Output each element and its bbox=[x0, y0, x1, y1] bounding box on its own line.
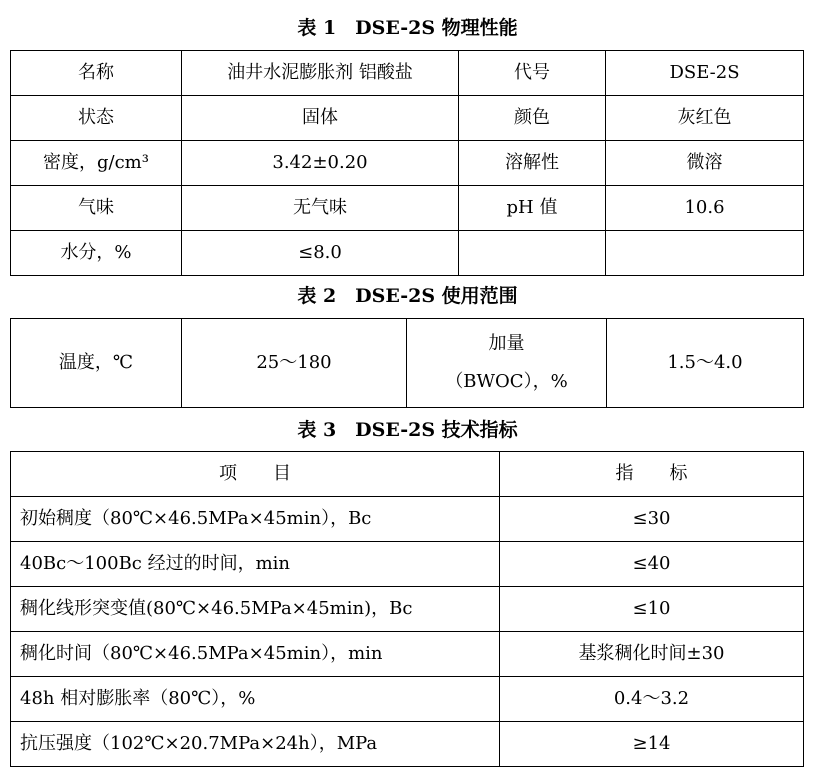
cell: 10.6 bbox=[606, 186, 804, 231]
dosage-unit: （BWOC），% bbox=[445, 371, 568, 392]
table-row bbox=[11, 497, 804, 542]
cell: 稠化线形突变值(80℃×46.5MPa×45min)，Bc bbox=[11, 587, 500, 632]
table-row bbox=[11, 587, 804, 632]
cell: 48h 相对膨胀率（80℃），% bbox=[11, 677, 500, 722]
cell: 40Bc～100Bc 经过的时间，min bbox=[11, 542, 500, 587]
cell: 初始稠度（80℃×46.5MPa×45min），Bc bbox=[11, 497, 500, 542]
cell: 气味 bbox=[11, 186, 182, 231]
cell: DSE-2S bbox=[606, 51, 804, 96]
table-row bbox=[11, 542, 804, 587]
table-row bbox=[11, 51, 804, 96]
cell: ≤10 bbox=[500, 587, 804, 632]
table-row bbox=[11, 231, 804, 276]
column-header: 项 目 bbox=[11, 452, 500, 497]
cell: 无气味 bbox=[182, 186, 459, 231]
cell: 基浆稠化时间±30 bbox=[500, 632, 804, 677]
cell: 名称 bbox=[11, 51, 182, 96]
cell bbox=[459, 231, 606, 276]
cell: 0.4～3.2 bbox=[500, 677, 804, 722]
table2-caption: 表 2 DSE-2S 使用范围 bbox=[297, 285, 518, 307]
table-row bbox=[11, 632, 804, 677]
cell: 温度，℃ bbox=[11, 319, 182, 408]
cell bbox=[606, 231, 804, 276]
cell: 状态 bbox=[11, 96, 182, 141]
cell: 25～180 bbox=[182, 319, 407, 408]
table1-caption: 表 1 DSE-2S 物理性能 bbox=[297, 17, 518, 39]
table-row bbox=[11, 722, 804, 767]
physical-properties-table bbox=[10, 50, 804, 276]
cell: ≤8.0 bbox=[182, 231, 459, 276]
technical-specs-table bbox=[10, 451, 804, 767]
table-row bbox=[11, 186, 804, 231]
table-header-row bbox=[11, 452, 804, 497]
cell: 抗压强度（102℃×20.7MPa×24h），MPa bbox=[11, 722, 500, 767]
cell: ≥14 bbox=[500, 722, 804, 767]
cell: 溶解性 bbox=[459, 141, 606, 186]
cell: 固体 bbox=[182, 96, 459, 141]
cell: 代号 bbox=[459, 51, 606, 96]
dosage-cell bbox=[407, 319, 607, 408]
cell: 1.5～4.0 bbox=[607, 319, 804, 408]
cell: 颜色 bbox=[459, 96, 606, 141]
table3-caption: 表 3 DSE-2S 技术指标 bbox=[297, 419, 518, 441]
dosage-label: 加量 bbox=[488, 333, 525, 354]
column-header: 指 标 bbox=[500, 452, 804, 497]
table-row bbox=[11, 319, 804, 408]
usage-range-table bbox=[10, 318, 804, 408]
table-row bbox=[11, 141, 804, 186]
cell: ≤40 bbox=[500, 542, 804, 587]
cell: ≤30 bbox=[500, 497, 804, 542]
cell: 密度，g/cm³ bbox=[11, 141, 182, 186]
table-row bbox=[11, 96, 804, 141]
table-row bbox=[11, 677, 804, 722]
cell: 油井水泥膨胀剂 铝酸盐 bbox=[182, 51, 459, 96]
cell: 微溶 bbox=[606, 141, 804, 186]
cell: 水分，% bbox=[11, 231, 182, 276]
cell: 3.42±0.20 bbox=[182, 141, 459, 186]
cell: 稠化时间（80℃×46.5MPa×45min），min bbox=[11, 632, 500, 677]
cell: pH 值 bbox=[459, 186, 606, 231]
cell: 灰红色 bbox=[606, 96, 804, 141]
